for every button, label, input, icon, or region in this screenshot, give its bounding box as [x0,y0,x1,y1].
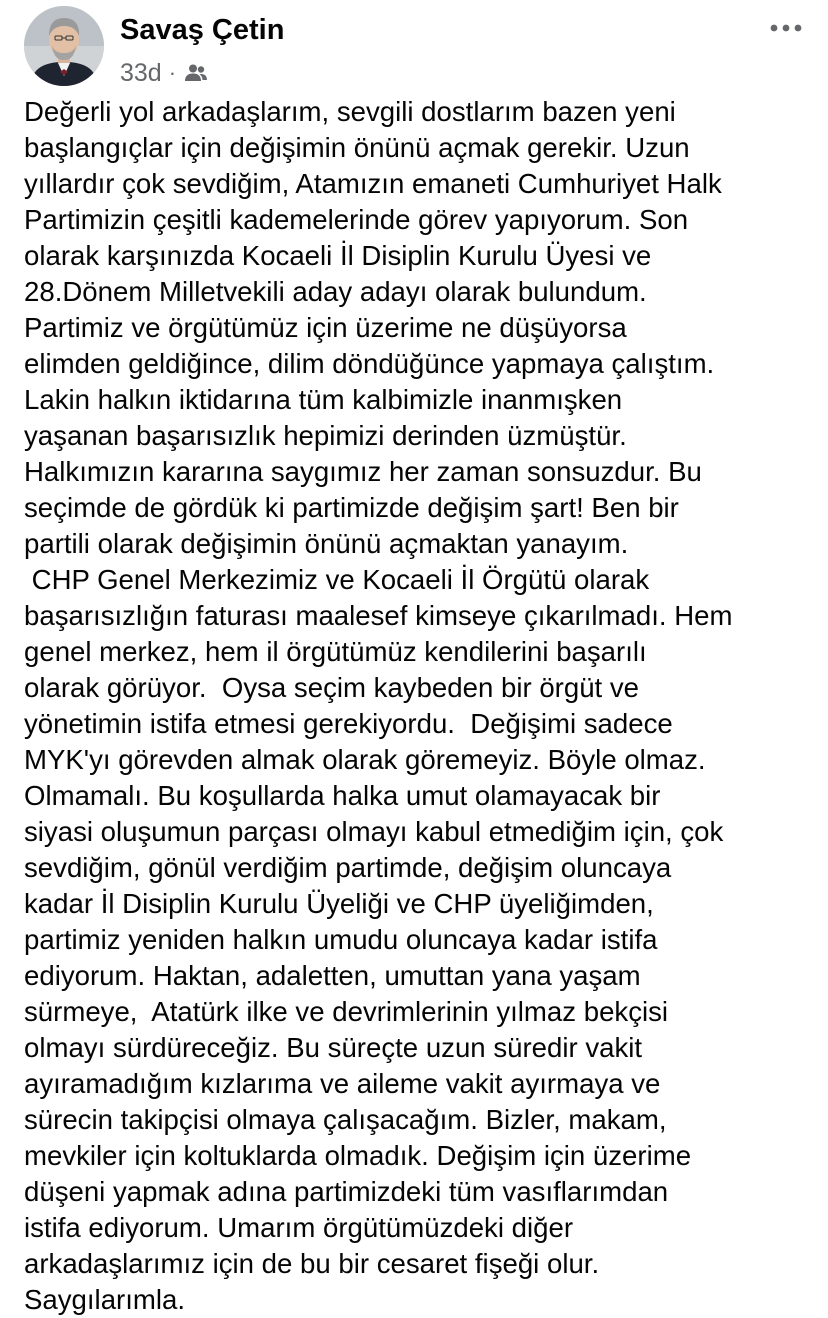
post-text-line: partili olarak değişimin önünü açmaktan yanayım. [24,528,629,559]
post-text-line: Partimizin çeşitli kademelerinde görev yapıyorum. Son [24,204,689,235]
post-text-line: Halkımızın kararına saygımız her zaman sonsuzdur. Bu [24,456,702,487]
post-text-line: 28.Dönem Milletvekili aday adayı olarak bulundum. [24,276,647,307]
post-text-line: başarısızlığın faturası maalesef kimseye çıkarılmadı. Hem [24,600,733,631]
post-text-line: seçimde de gördük ki partimizde değişim şart! Ben bir [24,492,679,523]
post-text-line: arkadaşlarımız için de bu bir cesaret fişeği olur. [24,1248,600,1279]
post-text-line: olarak karşınızda Kocaeli İl Disiplin Kurulu Üyesi ve [24,240,652,271]
post-text-line: sürecin takipçisi olmaya çalışacağım. Bizler, makam, [24,1104,667,1135]
post-text-line: düşeni yapmak adına partimizdeki tüm vasıflarımdan [24,1176,669,1207]
more-options-icon[interactable] [768,10,804,46]
post-meta [120,58,208,88]
author-name[interactable]: Savaş Çetin [120,14,285,46]
post-text-line: olarak görüyor. Oysa seçim kaybeden bir örgüt ve [24,672,640,703]
post-text-line: yıllardır çok sevdiğim, Atamızın emaneti Cumhuriyet Halk [24,168,722,199]
post-text-line: Saygılarımla. [24,1284,186,1315]
post-text-line: ediyorum. Haktan, adaletten, umuttan yana yaşam [24,960,641,991]
post-text-line: Partimiz ve örgütümüz için üzerime ne düşüyorsa [24,312,627,343]
post-text-line: yaşanan başarısızlık hepimizi derinden üzmüştür. [24,420,627,451]
post-text-line: genel merkez, hem il örgütümüz kendilerini başarılı [24,636,647,667]
post-text-line: partimiz yeniden halkın umudu oluncaya kadar istifa [24,924,658,955]
post-text-line: CHP Genel Merkezimiz ve Kocaeli İl Örgütü olarak [24,564,650,595]
post-timestamp[interactable]: 33d [120,58,162,87]
post-text-line: sürmeye, Atatürk ilke ve devrimlerinin yılmaz bekçisi [24,996,669,1027]
post-text-line: Lakin halkın iktidarına tüm kalbimizle inanmışken [24,384,623,415]
post-text-line: olmayı sürdüreceğiz. Bu süreçte uzun süredir vakit [24,1032,643,1063]
post-text-line: istifa ediyorum. Umarım örgütümüzdeki diğer [24,1212,574,1243]
post-text-line: kadar İl Disiplin Kurulu Üyeliği ve CHP üyeliğimden, [24,888,654,919]
meta-separator: · [168,60,177,85]
post-text-line: Değerli yol arkadaşlarım, sevgili dostlarım bazen yeni [24,96,676,127]
post-text-line: sevdiğim, gönül verdiğim partimde, değişim oluncaya [24,852,672,883]
post-text-line: MYK'yı görevden almak olarak göremeyiz. Böyle olmaz. [24,744,706,775]
post-text-line: siyasi oluşumun parçası olmayı kabul etmediğim için, çok [24,816,724,847]
post-text-line: mevkiler için koltuklarda olmadık. Değişim için üzerime [24,1140,692,1171]
post-header [24,6,804,86]
avatar[interactable] [24,6,104,86]
friends-icon[interactable] [184,63,208,83]
post-text-line: Olmamalı. Bu koşullarda halka umut olamayacak bir [24,780,661,811]
post-text-line: başlangıçlar için değişimin önünü açmak gerekir. Uzun [24,132,690,163]
post-text-line: elimden geldiğince, dilim döndüğünce yapmaya çalıştım. [24,348,715,379]
post-text-line: yönetimin istifa etmesi gerekiyordu. Değişimi sadece [24,708,673,739]
post-text-line: ayıramadığım kızlarıma ve aileme vakit ayırmaya ve [24,1068,661,1099]
profile-photo [24,6,104,86]
post-body-text [24,94,814,1318]
